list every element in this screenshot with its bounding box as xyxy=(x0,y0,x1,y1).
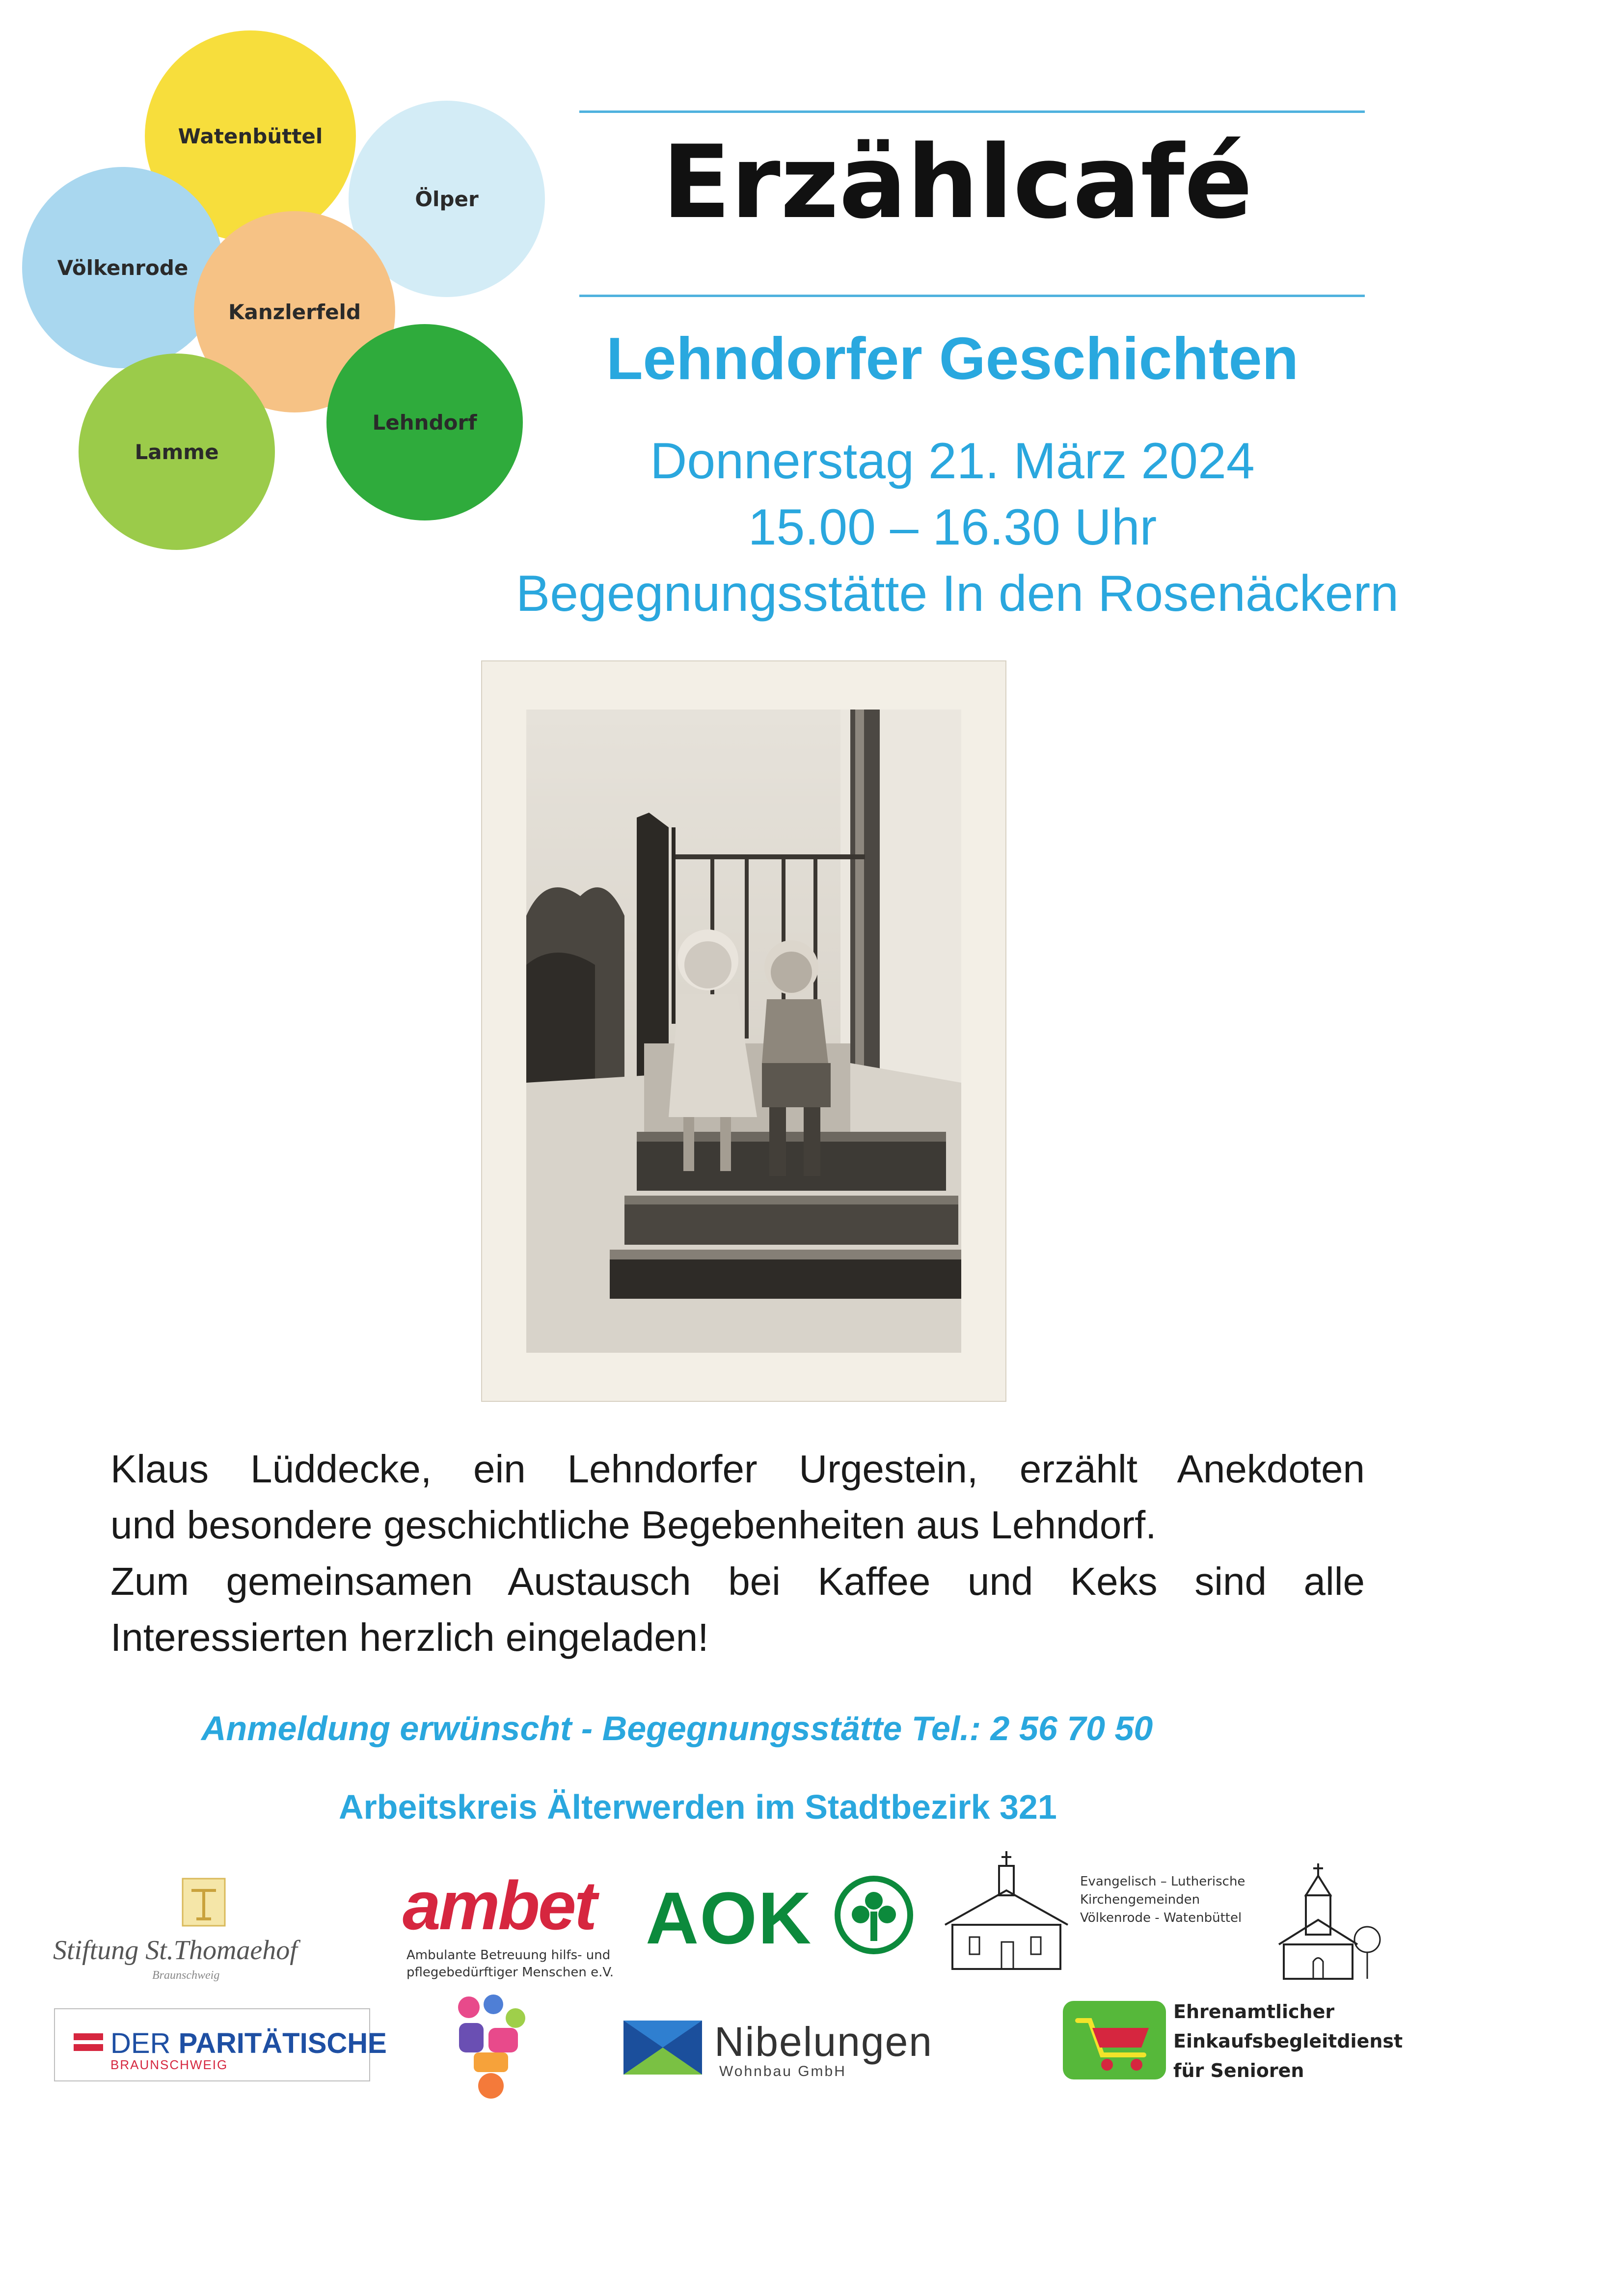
description-line: und besondere geschichtliche Begebenheiten aus Lehndorf. xyxy=(110,1503,1157,1547)
church-logo xyxy=(940,1846,1382,1989)
page-title: Erzählcafé xyxy=(662,124,1253,241)
thomaehof-name: Stiftung St.Thomaehof xyxy=(53,1935,298,1966)
paritaetische-wordmark xyxy=(110,2027,387,2060)
district-label: Ölper xyxy=(415,187,479,211)
colorful-figures-logo-icon xyxy=(449,1994,533,2102)
photo-children-on-steps xyxy=(526,710,961,1353)
church-right-icon xyxy=(1274,1861,1382,1984)
district-label: Lehndorf xyxy=(372,410,477,435)
district-label: Watenbüttel xyxy=(178,124,323,148)
description-line: Zum gemeinsamen Austausch bei Kaffee und Keks sind alle xyxy=(110,1559,1365,1603)
registration-note: Anmeldung erwünscht - Begegnungsstätte Tel.: 2 56 70 50 xyxy=(201,1709,1153,1748)
nibelungen-emblem-icon xyxy=(623,2021,702,2075)
description-line: Interessierten herzlich eingeladen! xyxy=(110,1615,709,1660)
aok-wordmark: AOK xyxy=(646,1877,812,1959)
event-venue: Begegnungsstätte In den Rosenäckern xyxy=(515,565,1399,622)
paritaetische-equals-icon xyxy=(74,2030,103,2055)
nibelungen-logo xyxy=(623,2018,987,2087)
shopping-cart-icon xyxy=(1060,1998,1168,2082)
district-label: Lamme xyxy=(135,439,219,464)
church-line-1: Evangelisch – Lutherische xyxy=(1080,1874,1245,1889)
title-rule-bottom xyxy=(579,295,1365,297)
aok-logo xyxy=(646,1871,920,1959)
ambet-tagline-2: pflegebedürftiger Menschen e.V. xyxy=(406,1965,614,1980)
ambet-tagline-1: Ambulante Betreuung hilfs- und xyxy=(406,1948,611,1963)
district-label: Kanzlerfeld xyxy=(228,300,361,324)
district-circle-lehndorf xyxy=(326,324,523,520)
event-time: 15.00 – 16.30 Uhr xyxy=(748,499,1157,556)
church-left-icon xyxy=(940,1846,1073,1974)
thomaehof-logo xyxy=(49,1876,363,1994)
einkauf-line-3: für Senioren xyxy=(1173,2060,1304,2081)
church-line-3: Völkenrode - Watenbüttel xyxy=(1080,1911,1242,1925)
district-label: Völkenrode xyxy=(57,255,189,280)
district-circle-voelkenrode xyxy=(22,167,223,368)
thomaehof-emblem-icon xyxy=(177,1876,231,1930)
einkauf-logo xyxy=(1060,1994,1404,2092)
einkauf-line-2: Einkaufsbegleitdienst xyxy=(1173,2030,1403,2052)
aok-tree-icon xyxy=(832,1873,916,1957)
district-circle-lamme xyxy=(79,354,275,550)
paritaetische-city: BRAUNSCHWEIG xyxy=(110,2057,228,2072)
title-rule-top xyxy=(579,110,1365,113)
ambet-logo xyxy=(403,1866,619,1984)
nibelungen-name: Nibelungen xyxy=(714,2019,933,2065)
vintage-photo xyxy=(481,660,1006,1402)
event-date: Donnerstag 21. März 2024 xyxy=(650,433,1255,490)
church-line-2: Kirchengemeinden xyxy=(1080,1892,1200,1907)
event-description xyxy=(110,1441,1365,1666)
paritaetische-name: PARITÄTISCHE xyxy=(178,2027,387,2059)
nibelungen-sub: Wohnbau GmbH xyxy=(719,2063,846,2079)
thomaehof-city: Braunschweig xyxy=(152,1969,220,1982)
page-subtitle: Lehndorfer Geschichten xyxy=(606,325,1299,392)
ambet-name: ambet xyxy=(403,1867,595,1944)
paritaetische-der: DER xyxy=(110,2027,179,2059)
organizer-line: Arbeitskreis Älterwerden im Stadtbezirk 321 xyxy=(339,1788,1057,1826)
description-line: Klaus Lüddecke, ein Lehndorfer Urgestein, erzählt Anekdoten xyxy=(110,1447,1365,1491)
paritaetische-logo xyxy=(54,2008,387,2082)
einkauf-line-1: Ehrenamtlicher xyxy=(1173,2001,1335,2023)
